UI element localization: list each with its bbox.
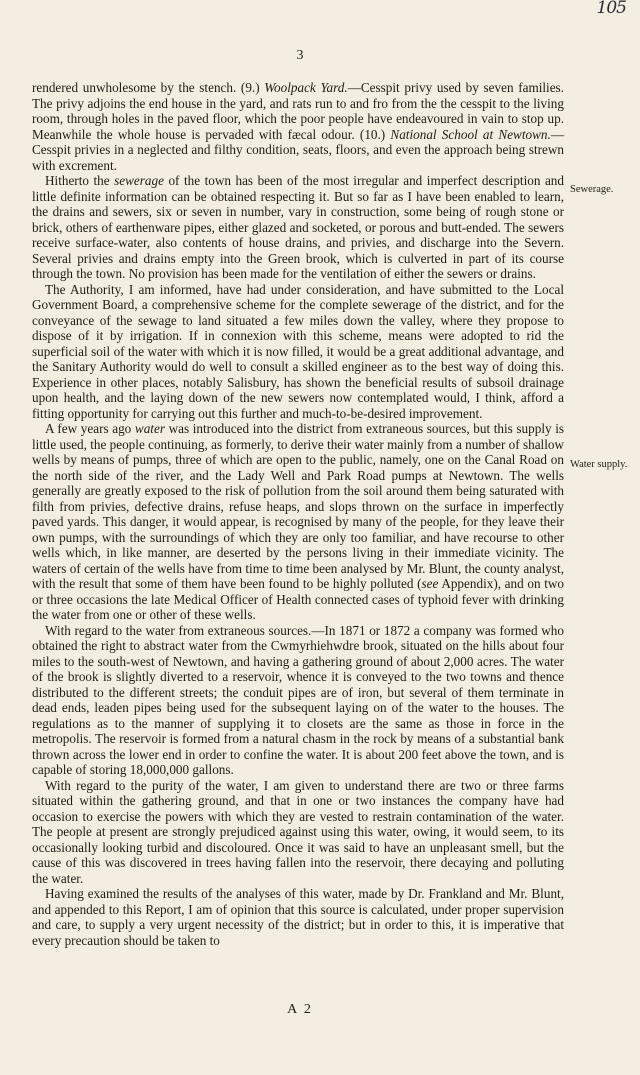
paragraph-privies bbox=[32, 80, 564, 173]
italic-run: see bbox=[421, 576, 439, 591]
handwritten-page-note: 105 bbox=[596, 0, 626, 18]
paragraph-sewerage bbox=[32, 173, 564, 282]
margin-note-sewerage: Sewerage. bbox=[570, 184, 614, 195]
text-run: —Cesspit privies in a neglected and filthy condition, seats, floors, and even the approach being strewn with excrement. bbox=[32, 126, 564, 173]
paragraph-water-purity bbox=[32, 778, 564, 887]
text-run: With regard to the purity of the water, I am given to understand there are two or three farms situated within the gathering ground, and that in one or two instances the company have had occasion to exercise the powers with which they are vested to restrain contamination of the water. The people at present are strongly prejudiced against using this water, owing, it would seem, to its occasionally looking turbid and discoloured. Once it was said to have an unpleasant smell, but the cause of this was discovered in trees having fallen into the reservoir, there decaying and polluting the water. bbox=[32, 777, 564, 886]
paragraph-authority-scheme bbox=[32, 282, 564, 422]
text-run: Appendix), and on two or three occasions the late Medical Officer of Health connected cases of typhoid fever with drinking the water from one or other of these wells. bbox=[32, 576, 564, 622]
text-run: Having examined the results of the analyses of this water, made by Dr. Frankland and Mr. Blunt, and appended to this Report, I am of opinion that this source is calculated, under proper supervision and care, to supply a very urgent necessity of the district; but in order to this, it is imperative that every precaution should be taken to bbox=[32, 886, 564, 948]
body-text bbox=[32, 80, 564, 948]
paragraph-water-company bbox=[32, 623, 564, 778]
paragraph-analyses bbox=[32, 886, 564, 948]
text-run: rendered unwholesome by the stench. (9.) bbox=[32, 80, 265, 95]
text-run: With regard to the water from extraneous sources.—In 1871 or 1872 a company was formed who obtained the right to abstract water from the Cwmyrhiehwdre brook, situated on the hills about four miles to the south-west of Newtown, and having a gathering ground of about 2,000 acres. The water of the brook is slightly diverted to a reservoir, whence it is conveyed to the two towns and thence distributed to the different streets; the conduit pipes are of iron, but several of them terminate in dead ends, leaden pipes being used for the subsequent laying on of the water to the houses. The regulations as to the manner of supplying it to closets are the same as those in force in the metropolis. The reservoir is formed from a natural chasm in the rock by means of a substantial bank thrown across the lower end in order to confine the water. It is about 200 feet above the town, and is capable of storing 18,000,000 gallons. bbox=[32, 622, 564, 777]
text-run: Hitherto the bbox=[45, 173, 115, 188]
signature-mark: A 2 bbox=[287, 1002, 313, 1017]
italic-run: water bbox=[134, 421, 165, 436]
paragraph-water-wells bbox=[32, 421, 564, 623]
italic-run: Woolpack Yard. bbox=[264, 80, 348, 95]
text-run: was introduced into the district from extraneous sources, but this supply is little used, the people continuing, as formerly, to derive their water mainly from a number of shallow wells by means of pumps, three of which are open to the public, namely, one on the Canal Road on the north side of the river, and the Lady Well and Park Road pumps at Newtown. The wells generally are greatly exposed to the risk of pollution from the soil around them being saturated with filth from privies, defective drains, refuse heaps, and slops thrown on the surface in imperfectly paved yards. This danger, it would appear, is recognised by many of the people, for they leave their own pumps, with the surroundings of which they are only too familiar, and have recourse to other wells which, in like manner, are deserted by the persons living in their immediate vicinity. The waters of certain of the wells have from time to time been analysed by Mr. Blunt, the county analyst, with the result that some of them have been found to be highly polluted ( bbox=[32, 421, 564, 591]
margin-note-water-supply: Water supply. bbox=[570, 459, 628, 470]
text-run: of the town has been of the most irregular and imperfect description and little definite information can be obtained respecting it. But so far as I have been enabled to learn, the drains and sewers, six or seven in number, vary in construction, some being of rough stone or brick, others of earthenware pipes, either glazed and socketed, or porous and butt-ended. The sewers receive surface-water, also contents of house drains, and privies, and discharge into the Severn. Several privies and drains empty into the Green brook, which is culverted in part of its course through the town. No provision has been made for the ventilation of either the sewers or drains. bbox=[32, 173, 564, 281]
text-run: A few years ago bbox=[45, 421, 135, 436]
text-run: The Authority, I am informed, have had under consideration, and have submitted to the Local Government Board, a comprehensive scheme for the complete sewerage of the district, and for the conveyance of the sewage to land situated a few miles down the valley, where they propose to dispose of it by irrigation. If in connexion with this scheme, means were adopted to rid the superficial soil of the water with which it is now filled, it would be a great additional advantage, and the Sanitary Authority would do well to consult a skilled engineer as to the best way of doing this. Experience in other places, notably Salisbury, has shown the beneficial results of subsoil drainage upon health, and the laying down of the new sewers now contemplated would, I think, afford a fitting opportunity for carrying out this further and much-to-be-desired improvement. bbox=[32, 281, 564, 421]
page-number: 3 bbox=[296, 48, 304, 63]
text-run: —Cesspit privy used by seven families. The privy adjoins the end house in the yard, and rats run to and fro from the the cesspit to the living room, through holes in the paved floor, which the poor people have endeavoured in vain to stop up. Meanwhile the whole house is pervaded with fæcal odour. (10.) bbox=[32, 80, 564, 142]
italic-run: National School at Newtown. bbox=[390, 126, 551, 142]
italic-run: sewerage bbox=[114, 173, 164, 188]
